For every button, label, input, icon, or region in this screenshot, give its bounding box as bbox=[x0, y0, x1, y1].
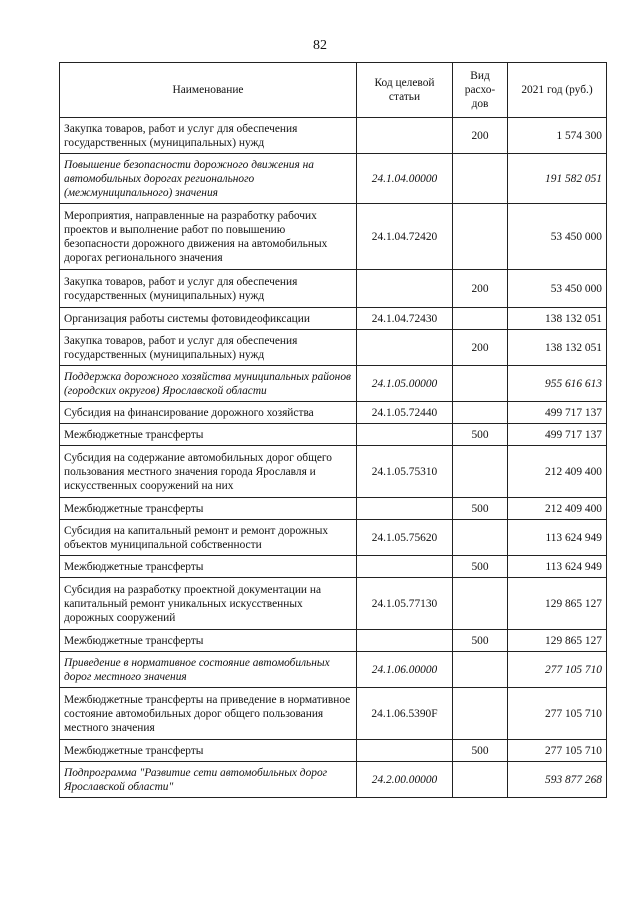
row-code bbox=[357, 118, 453, 154]
row-sum: 138 132 051 bbox=[508, 330, 607, 366]
page-number: 82 bbox=[313, 38, 327, 53]
table-row bbox=[60, 688, 607, 740]
header-sum: 2021 год (руб.) bbox=[508, 63, 607, 118]
row-sum: 277 105 710 bbox=[508, 688, 607, 740]
row-name: Закупка товаров, работ и услуг для обеспечения государственных (муниципальных) нужд bbox=[60, 270, 357, 308]
row-name: Закупка товаров, работ и услуг для обеспечения государственных (муниципальных) нужд bbox=[60, 118, 357, 154]
row-sum: 113 624 949 bbox=[508, 556, 607, 578]
row-kind bbox=[453, 446, 508, 498]
row-kind bbox=[453, 688, 508, 740]
table-row bbox=[60, 446, 607, 498]
table-row bbox=[60, 270, 607, 308]
row-sum: 593 877 268 bbox=[508, 762, 607, 798]
table-row bbox=[60, 154, 607, 204]
row-kind bbox=[453, 652, 508, 688]
row-kind: 500 bbox=[453, 630, 508, 652]
header-name: Наименование bbox=[60, 63, 357, 118]
row-name: Субсидия на капитальный ремонт и ремонт дорожных объектов муниципальной собственности bbox=[60, 520, 357, 556]
row-kind: 500 bbox=[453, 740, 508, 762]
row-kind: 500 bbox=[453, 424, 508, 446]
row-sum: 212 409 400 bbox=[508, 498, 607, 520]
table-body bbox=[60, 118, 607, 798]
table-row bbox=[60, 652, 607, 688]
row-name: Мероприятия, направленные на разработку рабочих проектов и выполнение работ по повышению безопасности дорожного движения на автомобильных дорогах регионального значения bbox=[60, 204, 357, 270]
table-row bbox=[60, 578, 607, 630]
row-sum: 212 409 400 bbox=[508, 446, 607, 498]
row-sum: 129 865 127 bbox=[508, 630, 607, 652]
row-name: Организация работы системы фотовидеофиксации bbox=[60, 308, 357, 330]
row-kind bbox=[453, 366, 508, 402]
row-kind bbox=[453, 520, 508, 556]
row-kind bbox=[453, 308, 508, 330]
row-kind bbox=[453, 402, 508, 424]
table-row bbox=[60, 308, 607, 330]
row-kind bbox=[453, 154, 508, 204]
row-sum: 113 624 949 bbox=[508, 520, 607, 556]
table-row bbox=[60, 520, 607, 556]
table-header-row bbox=[60, 63, 607, 118]
row-name: Приведение в нормативное состояние автомобильных дорог местного значения bbox=[60, 652, 357, 688]
row-name: Подпрограмма "Развитие сети автомобильных дорог Ярославской области" bbox=[60, 762, 357, 798]
row-kind: 500 bbox=[453, 556, 508, 578]
row-name: Субсидия на финансирование дорожного хозяйства bbox=[60, 402, 357, 424]
table-row bbox=[60, 366, 607, 402]
row-code: 24.1.04.00000 bbox=[357, 154, 453, 204]
row-code: 24.1.05.72440 bbox=[357, 402, 453, 424]
table-row bbox=[60, 556, 607, 578]
row-kind bbox=[453, 204, 508, 270]
row-code bbox=[357, 740, 453, 762]
row-name: Повышение безопасности дорожного движения на автомобильных дорогах регионального (межмуниципального) значения bbox=[60, 154, 357, 204]
row-kind bbox=[453, 578, 508, 630]
row-kind: 500 bbox=[453, 498, 508, 520]
row-code: 24.2.00.00000 bbox=[357, 762, 453, 798]
row-kind: 200 bbox=[453, 270, 508, 308]
row-code: 24.1.04.72420 bbox=[357, 204, 453, 270]
row-sum: 955 616 613 bbox=[508, 366, 607, 402]
row-sum: 129 865 127 bbox=[508, 578, 607, 630]
row-sum: 138 132 051 bbox=[508, 308, 607, 330]
row-code bbox=[357, 424, 453, 446]
table-row bbox=[60, 204, 607, 270]
header-kind: Вид расхо-дов bbox=[453, 63, 508, 118]
row-name: Межбюджетные трансферты bbox=[60, 424, 357, 446]
row-name: Межбюджетные трансферты bbox=[60, 556, 357, 578]
table-row bbox=[60, 762, 607, 798]
row-kind: 200 bbox=[453, 330, 508, 366]
row-sum: 53 450 000 bbox=[508, 270, 607, 308]
table-row bbox=[60, 330, 607, 366]
table-row bbox=[60, 630, 607, 652]
row-name: Субсидия на содержание автомобильных дорог общего пользования местного значения города Ярославля и искусственных сооружений на них bbox=[60, 446, 357, 498]
row-name: Закупка товаров, работ и услуг для обеспечения государственных (муниципальных) нужд bbox=[60, 330, 357, 366]
row-code bbox=[357, 270, 453, 308]
budget-table bbox=[59, 62, 607, 798]
row-code bbox=[357, 556, 453, 578]
row-sum: 191 582 051 bbox=[508, 154, 607, 204]
table-row bbox=[60, 740, 607, 762]
row-code: 24.1.06.00000 bbox=[357, 652, 453, 688]
table-row bbox=[60, 498, 607, 520]
row-sum: 499 717 137 bbox=[508, 402, 607, 424]
row-sum: 1 574 300 bbox=[508, 118, 607, 154]
table-row bbox=[60, 118, 607, 154]
row-kind: 200 bbox=[453, 118, 508, 154]
row-kind bbox=[453, 762, 508, 798]
row-code: 24.1.06.5390F bbox=[357, 688, 453, 740]
row-sum: 53 450 000 bbox=[508, 204, 607, 270]
row-name: Межбюджетные трансферты на приведение в нормативное состояние автомобильных дорог общего пользования местного значения bbox=[60, 688, 357, 740]
row-sum: 499 717 137 bbox=[508, 424, 607, 446]
table-row bbox=[60, 424, 607, 446]
row-sum: 277 105 710 bbox=[508, 652, 607, 688]
row-code: 24.1.05.75310 bbox=[357, 446, 453, 498]
row-code bbox=[357, 630, 453, 652]
row-code: 24.1.04.72430 bbox=[357, 308, 453, 330]
row-code: 24.1.05.75620 bbox=[357, 520, 453, 556]
row-name: Межбюджетные трансферты bbox=[60, 498, 357, 520]
row-sum: 277 105 710 bbox=[508, 740, 607, 762]
row-name: Межбюджетные трансферты bbox=[60, 740, 357, 762]
row-code: 24.1.05.77130 bbox=[357, 578, 453, 630]
row-name: Субсидия на разработку проектной документации на капитальный ремонт уникальных искусственных дорожных сооружений bbox=[60, 578, 357, 630]
table-row bbox=[60, 402, 607, 424]
row-code: 24.1.05.00000 bbox=[357, 366, 453, 402]
header-code: Код целевой статьи bbox=[357, 63, 453, 118]
row-code bbox=[357, 498, 453, 520]
row-name: Поддержка дорожного хозяйства муниципальных районов (городских округов) Ярославской области bbox=[60, 366, 357, 402]
row-name: Межбюджетные трансферты bbox=[60, 630, 357, 652]
row-code bbox=[357, 330, 453, 366]
